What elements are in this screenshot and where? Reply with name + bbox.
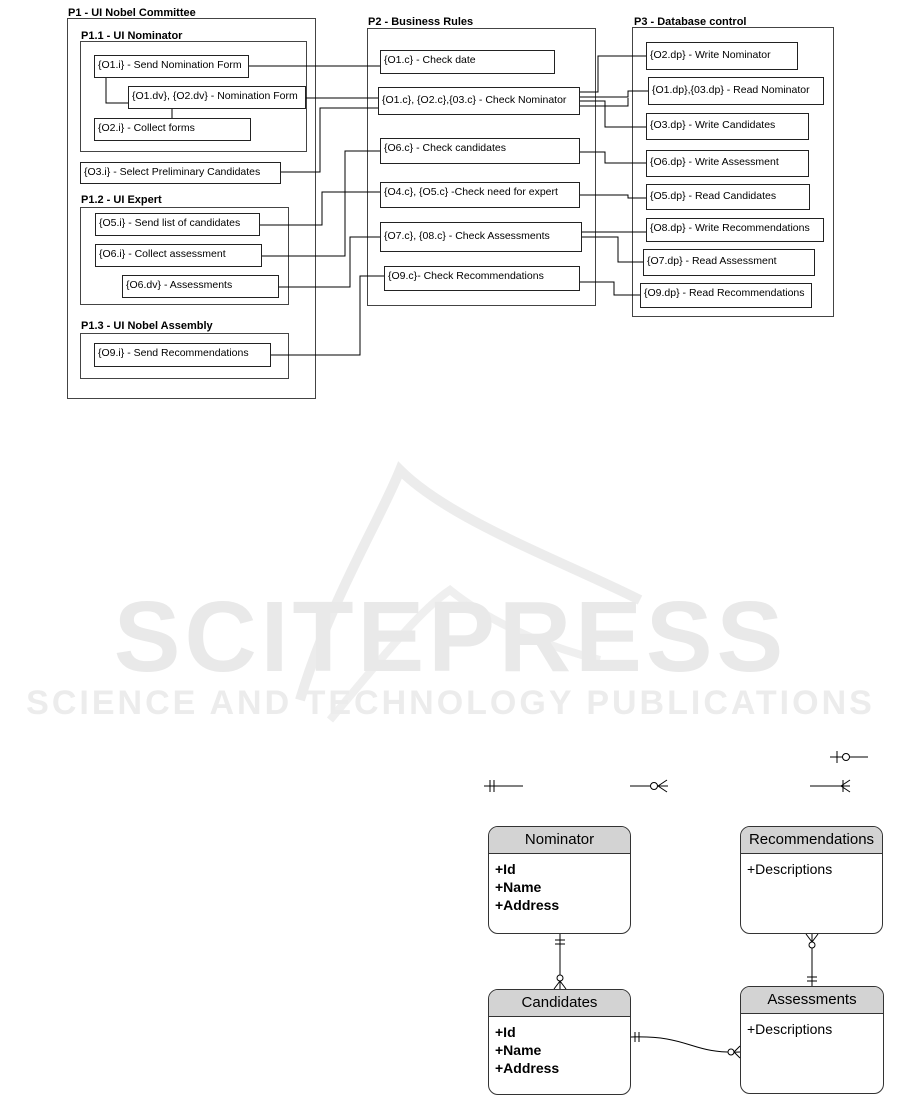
rel-candidates-assessments: [631, 1032, 740, 1058]
op-o2i: {O2.i} - Collect forms: [94, 118, 251, 141]
op-o2c: {O1.c}, {O2.c},{03.c} - Check Nominator: [378, 87, 580, 115]
panel-title-p12: P1.2 - UI Expert: [81, 194, 162, 206]
entity-attr: +Name: [495, 879, 542, 895]
entity-candidates-name: Candidates: [489, 990, 630, 1017]
op-o7c: {O7.c}, {08.c} - Check Assessments: [380, 222, 582, 252]
op-o5i: {O5.i} - Send list of candidates: [95, 213, 260, 236]
entity-assessments-name: Assessments: [741, 987, 883, 1014]
entity-attr: +Descriptions: [747, 1021, 833, 1037]
panel-title-p13: P1.3 - UI Nobel Assembly: [81, 320, 213, 332]
op-o8dp: {O8.dp} - Write Recommendations: [646, 218, 824, 242]
op-o2dp: {O2.dp} - Write Nominator: [646, 42, 798, 70]
op-o1dp: {O1.dp},{03.dp} - Read Nominator: [648, 77, 824, 105]
watermark-text: SCITEPRESS: [113, 581, 788, 693]
op-o3dp: {O3.dp} - Write Candidates: [646, 113, 809, 140]
panel-title-p1: P1 - UI Nobel Committee: [68, 7, 196, 19]
op-o6dv: {O6.dv} - Assessments: [122, 275, 279, 298]
entity-attr: +Name: [495, 1042, 542, 1058]
op-o7dp: {O7.dp} - Read Assessment: [643, 249, 815, 276]
op-o4c: {O4.c}, {O5.c} -Check need for expert: [380, 182, 580, 208]
entity-attr: +Id: [495, 861, 516, 877]
op-o1c: {O1.c} - Check date: [380, 50, 555, 74]
op-o6i: {O6.i} - Collect assessment: [95, 244, 262, 267]
rel-nominator-candidates: [554, 934, 566, 989]
entity-attr: +Id: [495, 1024, 516, 1040]
op-o5dp: {O5.dp} - Read Candidates: [646, 184, 810, 210]
watermark-subtext: SCIENCE AND TECHNOLOGY PUBLICATIONS: [26, 684, 875, 722]
entity-recommendations-name: Recommendations: [741, 827, 882, 854]
op-o6c: {O6.c} - Check candidates: [380, 138, 580, 164]
entity-attr: +Address: [495, 1060, 560, 1076]
op-o9dp: {O9.dp} - Read Recommendations: [640, 283, 812, 308]
panel-title-p11: P1.1 - UI Nominator: [81, 30, 183, 42]
op-o1i: {O1.i} - Send Nomination Form: [94, 55, 249, 78]
entity-attr: +Descriptions: [747, 861, 833, 877]
op-o6dp: {O6.dp} - Write Assessment: [646, 150, 809, 177]
op-o3i: {O3.i} - Select Preliminary Candidates: [80, 162, 281, 184]
panel-title-p2: P2 - Business Rules: [368, 16, 474, 28]
op-o9c: {O9.c}- Check Recommendations: [384, 266, 580, 291]
op-o9i: {O9.i} - Send Recommendations: [94, 343, 271, 367]
entity-nominator-name: Nominator: [489, 827, 630, 854]
rel-recommendations-assessments: [806, 934, 818, 986]
panel-title-p3: P3 - Database control: [634, 16, 747, 28]
entity-attr: +Address: [495, 897, 560, 913]
op-o1dv: {O1.dv}, {O2.dv} - Nomination Form: [128, 86, 306, 109]
